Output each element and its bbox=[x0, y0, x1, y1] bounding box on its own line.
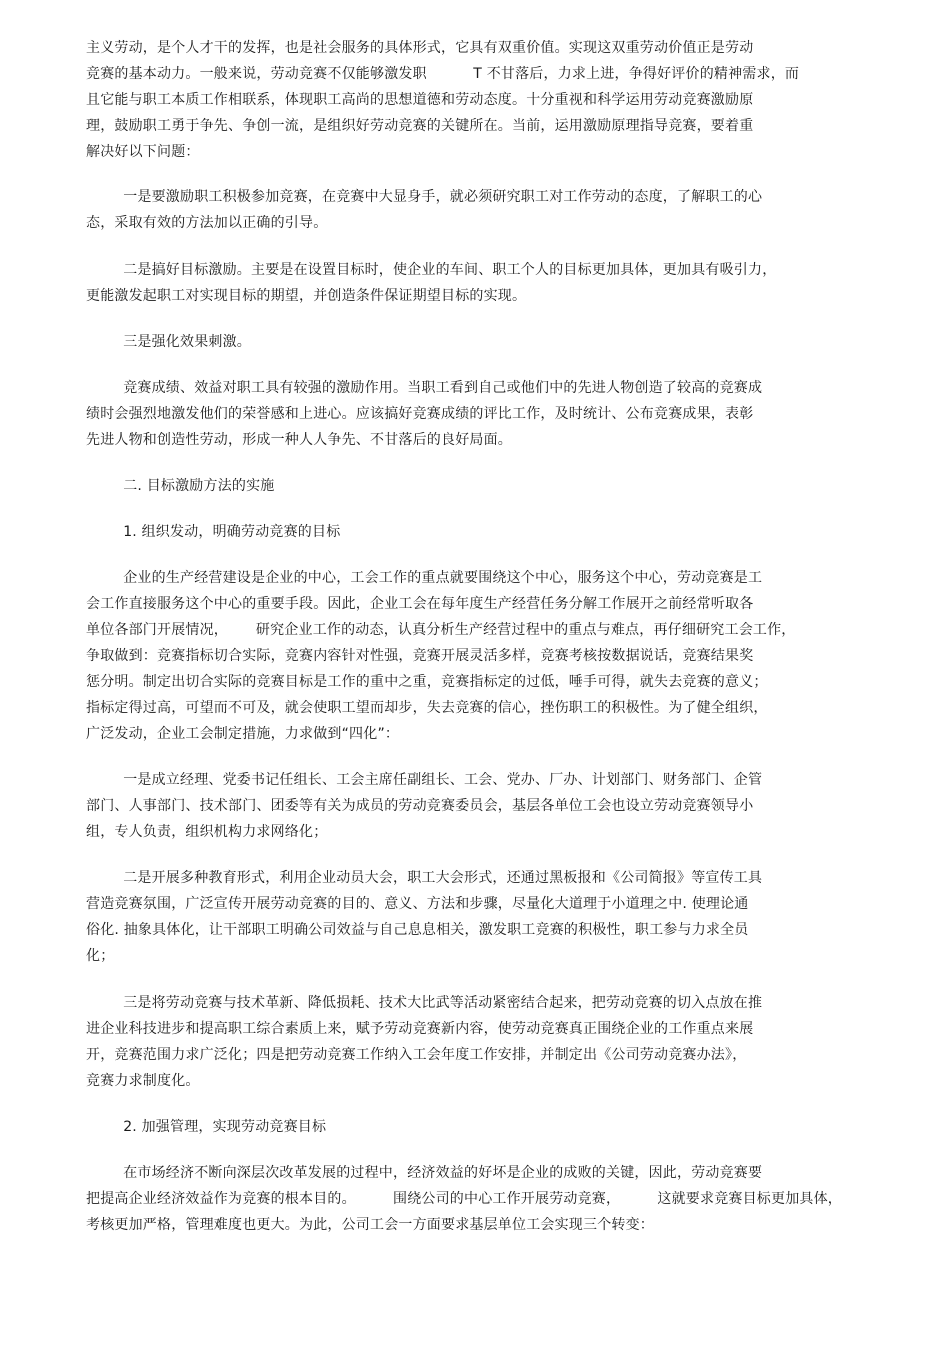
paragraph-5-line-7: 广泛发动，企业工会制定措施，力求做到“四化”： bbox=[86, 726, 400, 742]
intro-line-3: 且它能与职工本质工作相联系，体现职工高尚的思想道德和劳动态度。十分重视和科学运用劳动竞赛激励原 bbox=[86, 92, 754, 108]
paragraph-3-line-1: 三是强化效果刺激。 bbox=[86, 334, 252, 350]
paragraph-1-line-2: 态，采取有效的方法加以正确的引导。 bbox=[86, 215, 328, 231]
paragraph-5-line-2: 会工作直接服务这个中心的重要手段。因此，企业工会在每年度生产经营任务分解工作展开之前经常听取各 bbox=[86, 596, 754, 612]
paragraph-2-line-2: 更能激发起职工对实现目标的期望，并创造条件保证期望目标的实现。 bbox=[86, 288, 527, 304]
paragraph-4-line-2: 绩时会强烈地激发他们的荣誉感和上进心。应该搞好竞赛成绩的评比工作，及时统计、公布竞赛成果，表彰 bbox=[86, 406, 754, 422]
paragraph-8-line-4: 竞赛力求制度化。 bbox=[86, 1073, 200, 1089]
intro-line-4: 理，鼓励职工勇于争先、争创一流，是组织好劳动竞赛的关键所在。当前，运用激励原理指导竞赛，要着重 bbox=[86, 118, 754, 134]
paragraph-8-line-3: 开，竞赛范围力求广泛化；四是把劳动竞赛工作纳入工会年度工作安排，并制定出《公司劳动竞赛办法》， bbox=[86, 1047, 747, 1063]
paragraph-6-line-2: 部门、人事部门、技术部门、团委等有关为成员的劳动竞赛委员会，基层各单位工会也设立劳动竞赛领导小 bbox=[86, 798, 754, 814]
section-heading-2: 二. 目标激励方法的实施 bbox=[86, 478, 275, 494]
paragraph-5-line-6: 指标定得过高，可望而不可及，就会使职工望而却步，失去竞赛的信心，挫伤职工的积极性。为了健全组织， bbox=[86, 700, 768, 716]
paragraph-1-line-1: 一是要激励职工积极参加竞赛，在竞赛中大显身手，就必须研究职工对工作劳动的态度，了解职工的心 bbox=[86, 189, 763, 205]
intro-line-1: 主义劳动，是个人才干的发挥，也是社会服务的具体形式，它具有双重价值。实现这双重劳动价值正是劳动 bbox=[86, 40, 754, 56]
paragraph-5-line-4: 争取做到：竞赛指标切合实际，竞赛内容针对性强，竞赛开展灵活多样，竞赛考核按数据说话，竞赛结果奖 bbox=[86, 648, 754, 664]
paragraph-7-line-4: 化； bbox=[86, 948, 115, 964]
paragraph-2-line-1: 二是搞好目标激励。主要是在设置目标时，使企业的车间、职工个人的目标更加具体，更加具有吸引力， bbox=[86, 262, 777, 278]
paragraph-7-line-1: 二是开展多种教育形式，利用企业动员大会，职工大会形式，还通过黑板报和《公司简报》等宣传工具 bbox=[86, 870, 763, 886]
subheading-2: 2. 加强管理，实现劳动竞赛目标 bbox=[86, 1119, 327, 1135]
paragraph-7-line-2: 营造竞赛氛围，广泛宣传开展劳动竞赛的目的、意义、方法和步骤，尽量化大道理于小道理之中. 使理论通 bbox=[86, 896, 749, 912]
paragraph-7-line-3: 俗化. 抽象具体化，让干部职工明确公司效益与自己息息相关，激发职工竞赛的积极性，职工参与力求全员 bbox=[86, 922, 749, 938]
paragraph-5-line-5: 惩分明。制定出切合实际的竞赛目标是工作的重中之重，竞赛指标定的过低，唾手可得，就失去竞赛的意义； bbox=[86, 674, 768, 690]
paragraph-5-line-1: 企业的生产经营建设是企业的中心，工会工作的重点就要围绕这个中心，服务这个中心，劳动竞赛是工 bbox=[86, 570, 763, 586]
paragraph-9-line-1: 在市场经济不断向深层次改革发展的过程中，经济效益的好坏是企业的成败的关键，因此，劳动竞赛要 bbox=[86, 1165, 763, 1181]
paragraph-8-line-2: 进企业科技进步和提高职工综合素质上来，赋予劳动竞赛新内容，使劳动竞赛真正围绕企业的工作重点来展 bbox=[86, 1021, 754, 1037]
intro-line-2: 竞赛的基本动力。一般来说，劳动竞赛不仅能够激发职 T 不甘落后，力求上进，争得好评价的精神需求，而 bbox=[86, 66, 800, 82]
paragraph-6-line-3: 组，专人负责，组织机构力求网络化； bbox=[86, 824, 328, 840]
paragraph-9-line-2: 把提高企业经济效益作为竞赛的根本目的。 围绕公司的中心工作开展劳动竞赛， 这就要求竞赛目标更加具体， bbox=[86, 1191, 842, 1207]
subheading-1: 1. 组织发动，明确劳动竞赛的目标 bbox=[86, 524, 341, 540]
paragraph-9-line-3: 考核更加严格，管理难度也更大。为此，公司工会一方面要求基层单位工会实现三个转变： bbox=[86, 1217, 654, 1233]
paragraph-4-line-1: 竞赛成绩、效益对职工具有较强的激励作用。当职工看到自己或他们中的先进人物创造了较高的竞赛成 bbox=[86, 380, 763, 396]
paragraph-5-line-3: 单位各部门开展情况， 研究企业工作的动态，认真分析生产经营过程中的重点与难点，再仔细研究工会工作， bbox=[86, 622, 796, 638]
paragraph-8-line-1: 三是将劳动竞赛与技术革新、降低损耗、技术大比武等活动紧密结合起来，把劳动竞赛的切入点放在推 bbox=[86, 995, 763, 1011]
paragraph-4-line-3: 先进人物和创造性劳动，形成一种人人争先、不甘落后的良好局面。 bbox=[86, 432, 512, 448]
intro-line-5: 解决好以下问题： bbox=[86, 144, 200, 160]
paragraph-6-line-1: 一是成立经理、党委书记任组长、工会主席任副组长、工会、党办、厂办、计划部门、财务部门、企管 bbox=[86, 772, 763, 788]
